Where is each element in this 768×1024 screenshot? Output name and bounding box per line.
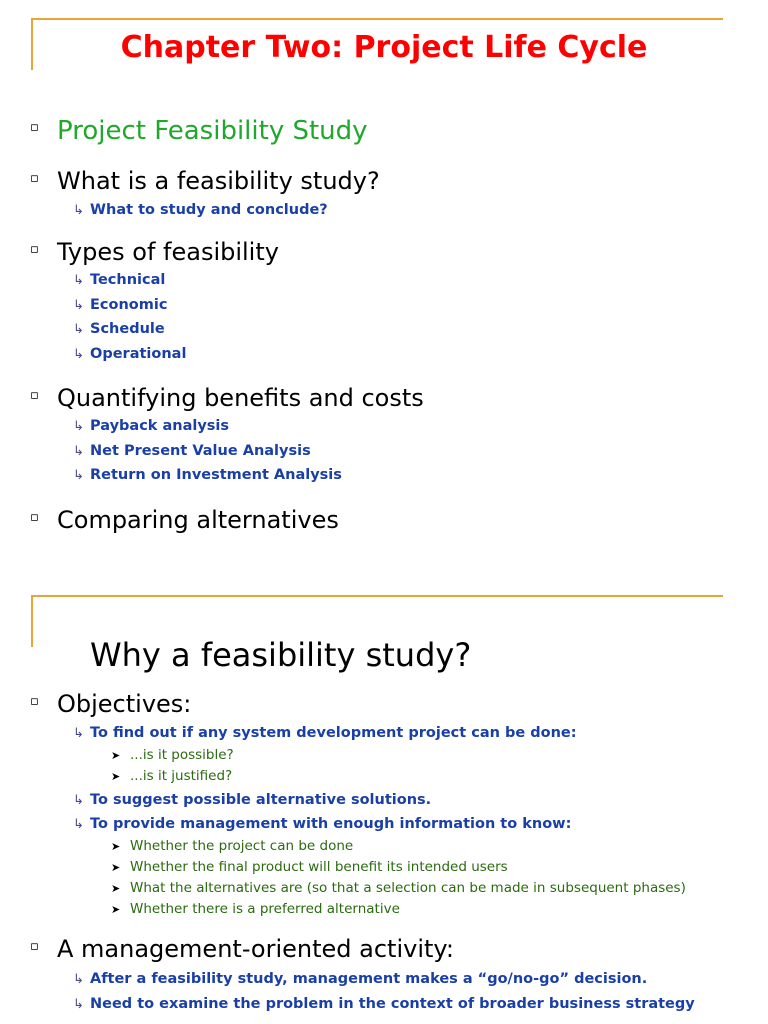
hooked-arrow-icon: ↳ <box>73 726 84 741</box>
sub-bullet <box>73 792 431 808</box>
sub-bullet-text: Return on Investment Analysis <box>90 467 342 483</box>
sub-sub-bullet-text: ...is it possible? <box>130 747 234 763</box>
square-bullet-icon: ▫ <box>30 171 39 186</box>
slide-title: Chapter Two: Project Life Cycle <box>120 30 648 65</box>
arrowhead-icon: ➤ <box>111 770 121 783</box>
hooked-arrow-icon: ↳ <box>73 273 84 288</box>
sub-sub-bullet-text: What the alternatives are (so that a selection can be made in subsequent phases) <box>130 880 686 896</box>
sub-sub-bullet <box>111 747 234 763</box>
sub-sub-bullet <box>111 880 686 896</box>
sub-bullet <box>73 443 311 459</box>
arrowhead-icon: ➤ <box>111 749 121 762</box>
sub-bullet <box>73 971 647 987</box>
square-bullet-icon: ▫ <box>30 939 39 954</box>
sub-bullet-text: To suggest possible alternative solutions. <box>90 792 432 808</box>
sub-bullet-text: Operational <box>90 346 187 362</box>
hooked-arrow-icon: ↳ <box>73 997 84 1012</box>
sub-bullet <box>73 202 328 218</box>
bullet-text: What is a feasibility study? <box>57 167 380 195</box>
hooked-arrow-icon: ↳ <box>73 793 84 808</box>
arrowhead-icon: ➤ <box>111 882 121 895</box>
sub-bullet <box>73 816 571 832</box>
sub-sub-bullet <box>111 838 353 854</box>
sub-bullet-text: To provide management with enough information to know: <box>90 816 572 832</box>
slide-header-side-rule <box>31 595 33 647</box>
sub-bullet-text: Schedule <box>90 321 165 337</box>
sub-sub-bullet-text: ...is it justified? <box>130 768 233 784</box>
sub-bullet <box>73 418 229 434</box>
bullet-text: Types of feasibility <box>57 238 279 266</box>
bullet-text: Objectives: <box>57 690 192 718</box>
hooked-arrow-icon: ↳ <box>73 298 84 313</box>
hooked-arrow-icon: ↳ <box>73 203 84 218</box>
sub-sub-bullet-text: Whether there is a preferred alternative <box>130 901 400 917</box>
sub-bullet-text: Net Present Value Analysis <box>90 443 311 459</box>
square-bullet-icon: ▫ <box>30 120 39 135</box>
sub-sub-bullet-text: Whether the final product will benefit its intended users <box>130 859 508 875</box>
square-bullet-icon: ▫ <box>30 694 39 709</box>
sub-bullet <box>73 725 577 741</box>
hooked-arrow-icon: ↳ <box>73 972 84 987</box>
slide-header-rule <box>31 595 723 597</box>
sub-sub-bullet-text: Whether the project can be done <box>130 838 354 854</box>
sub-bullet <box>73 321 165 337</box>
sub-bullet <box>73 297 167 313</box>
sub-bullet-text: After a feasibility study, management makes a “go/no-go” decision. <box>90 971 648 987</box>
sub-bullet <box>73 996 695 1012</box>
bullet-text: Project Feasibility Study <box>57 116 368 146</box>
arrowhead-icon: ➤ <box>111 861 121 874</box>
bullet-text: Quantifying benefits and costs <box>57 384 424 412</box>
sub-bullet-text: Economic <box>90 297 168 313</box>
hooked-arrow-icon: ↳ <box>73 817 84 832</box>
sub-bullet-text: Need to examine the problem in the context of broader business strategy <box>90 996 695 1012</box>
square-bullet-icon: ▫ <box>30 242 39 257</box>
sub-bullet <box>73 272 165 288</box>
slide-header-rule <box>31 18 723 20</box>
sub-sub-bullet <box>111 768 232 784</box>
hooked-arrow-icon: ↳ <box>73 444 84 459</box>
slide-2 <box>0 592 768 1024</box>
sub-bullet <box>73 346 186 362</box>
square-bullet-icon: ▫ <box>30 510 39 525</box>
sub-sub-bullet <box>111 901 400 917</box>
hooked-arrow-icon: ↳ <box>73 468 84 483</box>
hooked-arrow-icon: ↳ <box>73 347 84 362</box>
hooked-arrow-icon: ↳ <box>73 322 84 337</box>
hooked-arrow-icon: ↳ <box>73 419 84 434</box>
slide-title: Why a feasibility study? <box>90 636 472 674</box>
square-bullet-icon: ▫ <box>30 388 39 403</box>
bullet-text: Comparing alternatives <box>57 506 339 534</box>
sub-bullet-text: Payback analysis <box>90 418 230 434</box>
arrowhead-icon: ➤ <box>111 903 121 916</box>
sub-bullet-text: Technical <box>90 272 166 288</box>
bullet-text: A management-oriented activity: <box>57 935 454 963</box>
sub-sub-bullet <box>111 859 508 875</box>
arrowhead-icon: ➤ <box>111 840 121 853</box>
sub-bullet <box>73 467 342 483</box>
sub-bullet-text: To find out if any system development project can be done: <box>90 725 577 741</box>
sub-bullet-text: What to study and conclude? <box>90 202 328 218</box>
